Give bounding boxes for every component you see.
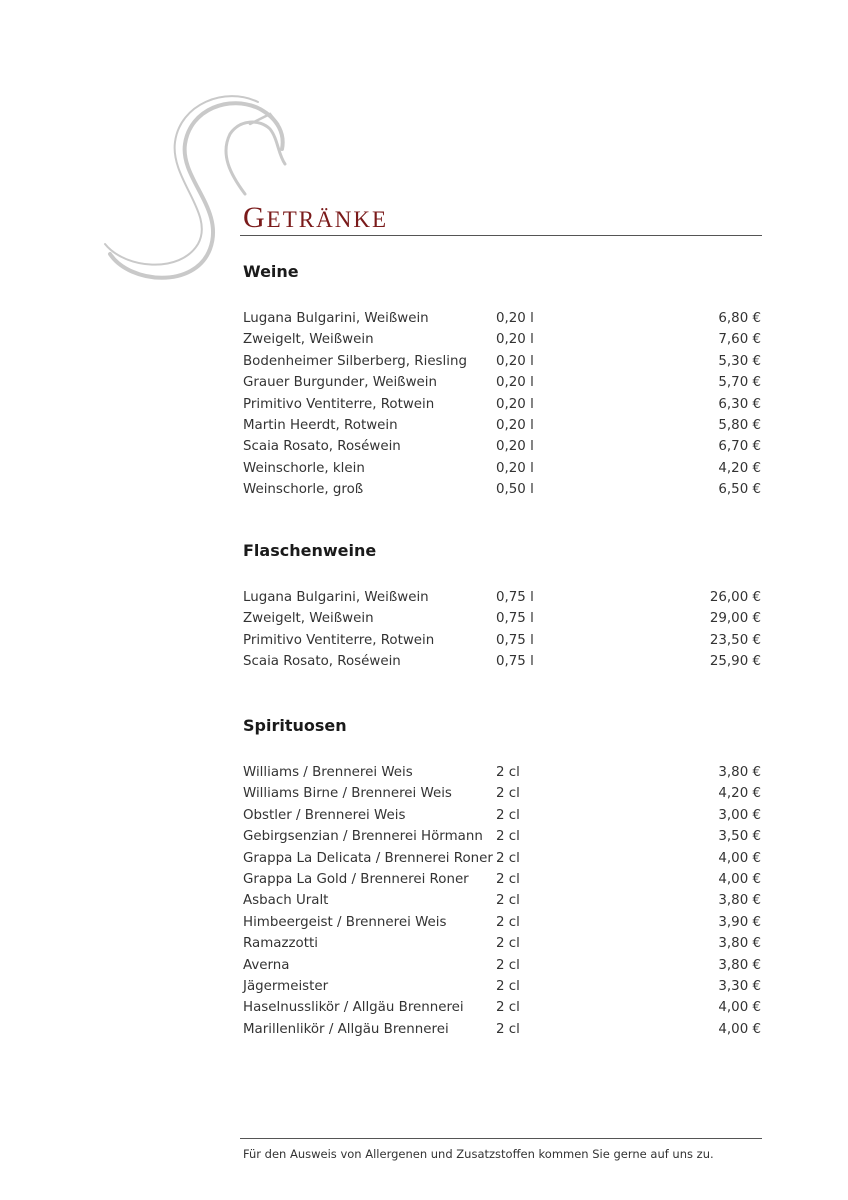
item-volume: 0,20 l: [496, 332, 534, 348]
section-heading: Spirituosen: [243, 716, 347, 735]
item-price: 3,80 €: [718, 936, 761, 952]
item-price: 3,80 €: [718, 765, 761, 780]
item-price: 3,00 €: [718, 807, 761, 823]
menu-item-row: [243, 783, 761, 804]
item-volume: 0,75 l: [496, 611, 534, 627]
item-name: Bodenheimer Silberberg, Riesling: [243, 353, 467, 369]
item-price: 4,00 €: [718, 871, 761, 887]
menu-item-row: [243, 458, 761, 479]
item-name: Scaia Rosato, Roséwein: [243, 654, 401, 670]
item-volume: 2 cl: [496, 1021, 520, 1037]
item-volume: 0,75 l: [496, 654, 534, 670]
item-name: Averna: [243, 957, 290, 973]
item-name: Williams Birne / Brennerei Weis: [243, 786, 452, 802]
menu-item-row: [243, 997, 761, 1018]
footer-divider: [240, 1138, 762, 1139]
item-name: Grauer Burgunder, Weißwein: [243, 375, 437, 391]
item-name: Weinschorle, groß: [243, 482, 364, 498]
item-volume: 2 cl: [496, 850, 520, 866]
menu-item-row: [243, 933, 761, 954]
item-volume: 0,20 l: [496, 353, 534, 369]
item-price: 26,00 €: [709, 590, 761, 605]
menu-item-row: [243, 869, 761, 890]
menu-item-row: [243, 479, 761, 500]
item-price: 5,80 €: [718, 417, 761, 433]
item-volume: 0,20 l: [496, 439, 534, 455]
item-price: 3,90 €: [718, 914, 761, 930]
menu-item-row: [243, 351, 761, 372]
item-volume: 2 cl: [496, 893, 520, 909]
menu-item-row: [243, 805, 761, 826]
item-price: 4,20 €: [718, 460, 761, 476]
footer-note: Für den Ausweis von Allergenen und Zusatzstoffen kommen Sie gerne auf uns zu.: [243, 1147, 714, 1161]
item-volume: 2 cl: [496, 957, 520, 973]
menu-item-row: [243, 651, 761, 672]
item-name: Grappa La Delicata / Brennerei Roner: [243, 850, 493, 866]
item-name: Lugana Bulgarini, Weißwein: [243, 590, 429, 605]
item-price: 7,60 €: [718, 332, 761, 348]
item-volume: 2 cl: [496, 978, 520, 994]
item-volume: 2 cl: [496, 871, 520, 887]
item-name: Zweigelt, Weißwein: [243, 332, 374, 348]
item-volume: 2 cl: [496, 914, 520, 930]
item-name: Asbach Uralt: [243, 893, 329, 909]
page-title: GETRÄNKE: [243, 201, 388, 234]
item-price: 6,50 €: [718, 482, 761, 498]
item-name: Lugana Bulgarini, Weißwein: [243, 311, 429, 326]
item-price: 3,80 €: [718, 957, 761, 973]
menu-item-row: [243, 826, 761, 847]
item-price: 3,50 €: [718, 829, 761, 845]
item-name: Jägermeister: [243, 978, 329, 994]
item-name: Primitivo Ventiterre, Rotwein: [243, 396, 435, 412]
title-divider: [240, 235, 762, 236]
item-volume: 2 cl: [496, 1000, 520, 1016]
menu-item-row: [243, 955, 761, 976]
item-volume: 2 cl: [496, 936, 520, 952]
item-name: Himbeergeist / Brennerei Weis: [243, 914, 447, 930]
item-price: 4,20 €: [718, 786, 761, 802]
menu-item-row: [243, 630, 761, 651]
menu-item-row: [243, 415, 761, 436]
menu-item-row: [243, 890, 761, 911]
item-volume: 2 cl: [496, 807, 520, 823]
item-volume: 2 cl: [496, 765, 520, 780]
item-price: 6,30 €: [718, 396, 761, 412]
item-volume: 0,75 l: [496, 632, 534, 648]
item-price: 6,80 €: [718, 311, 761, 326]
item-price: 3,30 €: [718, 978, 761, 994]
menu-item-row: [243, 436, 761, 457]
menu-item-row: [243, 608, 761, 629]
item-volume: 0,20 l: [496, 460, 534, 476]
item-price: 4,00 €: [718, 1000, 761, 1016]
section-spirituosen: [243, 716, 761, 1040]
menu-item-row: [243, 308, 761, 329]
item-volume: 0,20 l: [496, 396, 534, 412]
item-price: 6,70 €: [718, 439, 761, 455]
item-price: 3,80 €: [718, 893, 761, 909]
menu-item-row: [243, 976, 761, 997]
item-price: 5,30 €: [718, 353, 761, 369]
item-volume: 0,20 l: [496, 311, 534, 326]
item-volume: 2 cl: [496, 829, 520, 845]
item-volume: 0,20 l: [496, 375, 534, 391]
item-name: Martin Heerdt, Rotwein: [243, 417, 398, 433]
item-name: Gebirgsenzian / Brennerei Hörmann: [243, 829, 483, 845]
item-name: Primitivo Ventiterre, Rotwein: [243, 632, 435, 648]
menu-item-row: [243, 372, 761, 393]
menu-item-row: [243, 1019, 761, 1040]
item-volume: 0,50 l: [496, 482, 534, 498]
section-heading: Weine: [243, 262, 299, 281]
section-heading: Flaschenweine: [243, 541, 377, 560]
item-name: Marillenlikör / Allgäu Brennerei: [243, 1021, 449, 1037]
menu-item-row: [243, 329, 761, 350]
menu-item-row: [243, 394, 761, 415]
item-volume: 0,75 l: [496, 590, 534, 605]
item-price: 4,00 €: [718, 1021, 761, 1037]
item-name: Scaia Rosato, Roséwein: [243, 439, 401, 455]
item-name: Grappa La Gold / Brennerei Roner: [243, 871, 469, 887]
item-name: Haselnusslikör / Allgäu Brennerei: [243, 1000, 464, 1016]
menu-item-row: [243, 848, 761, 869]
menu-item-row: [243, 762, 761, 783]
item-price: 4,00 €: [718, 850, 761, 866]
section-weine: [243, 262, 761, 501]
item-volume: 0,20 l: [496, 417, 534, 433]
item-price: 29,00 €: [709, 611, 761, 627]
menu-item-row: [243, 587, 761, 608]
item-price: 23,50 €: [709, 632, 761, 648]
item-name: Williams / Brennerei Weis: [243, 765, 413, 780]
item-name: Ramazzotti: [243, 936, 318, 952]
item-name: Zweigelt, Weißwein: [243, 611, 374, 627]
item-price: 5,70 €: [718, 375, 761, 391]
item-name: Weinschorle, klein: [243, 460, 365, 476]
menu-item-row: [243, 912, 761, 933]
item-volume: 2 cl: [496, 786, 520, 802]
section-flaschenweine: [243, 541, 761, 673]
item-name: Obstler / Brennerei Weis: [243, 807, 406, 823]
item-price: 25,90 €: [709, 654, 761, 670]
